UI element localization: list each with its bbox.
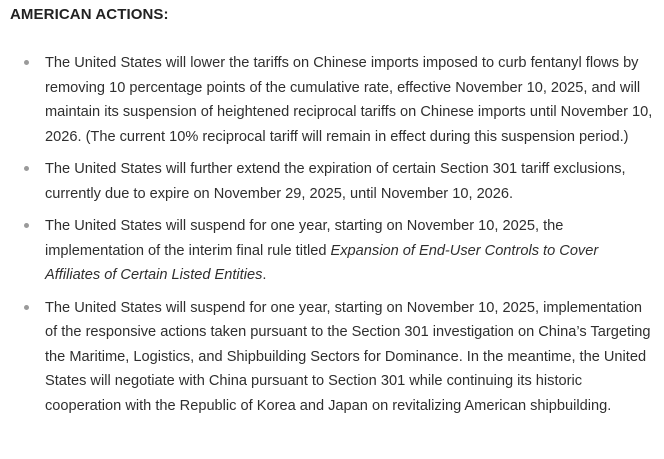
bullet-dot-icon [24, 223, 29, 228]
bullet-dot-icon [24, 60, 29, 65]
list-item [0, 214, 664, 288]
list-item [0, 157, 664, 206]
list-item-text: The United States will suspend for one year, starting on November 10, 2025, implementation of the responsive actions taken pursuant to the Section 301 investigation on China’s Targeting the Maritime, Logistics, and Shipbuilding Sectors for Dominance. In the meantime, the United States will negotiate with China pursuant to Section 301 while continuing its historic cooperation with the Republic of Korea and Japan on revitalizing American shipbuilding. [45, 299, 651, 414]
bullet-dot-icon [24, 166, 29, 171]
list-item-text: The United States will further extend the expiration of certain Section 301 tariff exclusions, currently due to expire on November 29, 2025, until November 10, 2026. [45, 161, 626, 202]
list-item [0, 296, 664, 419]
bullet-dot-icon [24, 305, 29, 310]
rule-title-italic: Expansion of End-User Controls to Cover Affiliates of Certain Listed Entities [45, 242, 599, 283]
list-item [0, 51, 664, 149]
section-heading: AMERICAN ACTIONS: [10, 6, 169, 23]
actions-list [0, 51, 664, 426]
list-item-text: The United States will suspend for one year, starting on November 10, 2025, the implementation of the interim final rule titled [45, 218, 564, 259]
list-item-text: The United States will lower the tariffs on Chinese imports imposed to curb fentanyl flows by removing 10 percentage points of the cumulative rate, effective November 10, 2025, and will maintain its suspension of heightened reciprocal tariffs on Chinese imports until November 10, 2026. (The current 10% reciprocal tariff will remain in effect during this suspension period.) [45, 55, 653, 145]
list-item-text-end: . [262, 267, 267, 283]
